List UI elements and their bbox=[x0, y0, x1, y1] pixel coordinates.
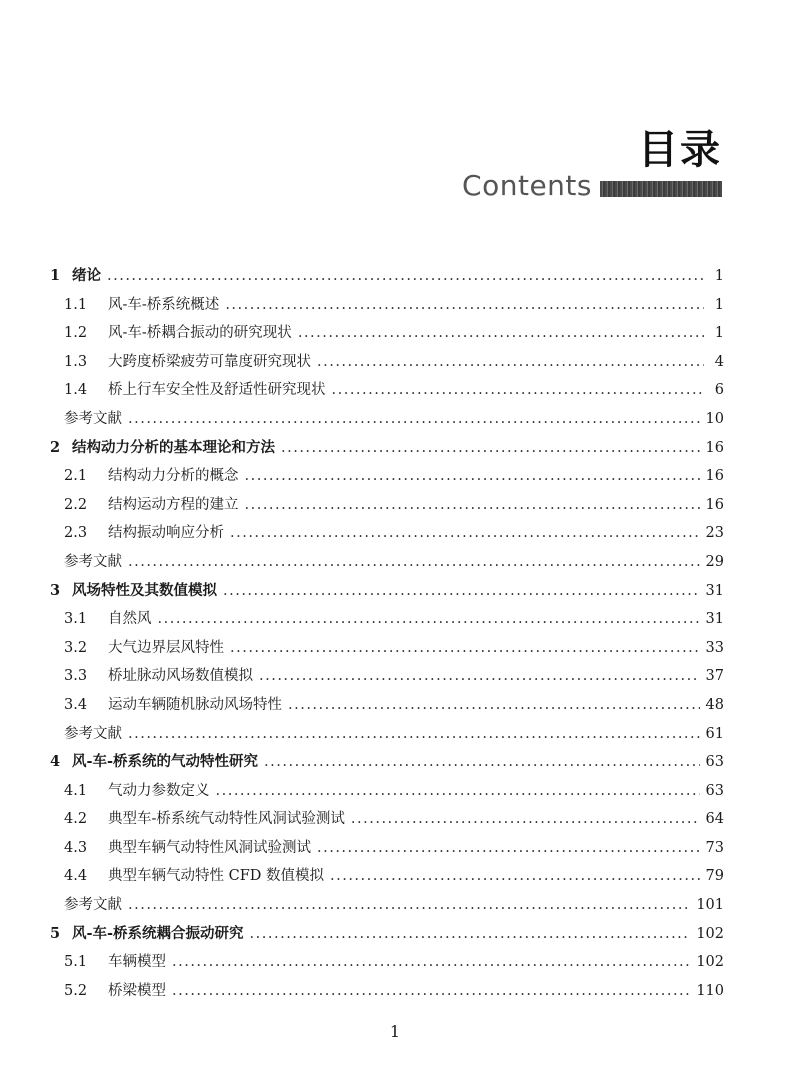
toc-entry-chapter[interactable] bbox=[50, 264, 724, 293]
toc-entry-number: 1 bbox=[50, 267, 61, 284]
toc-entry-number: 5 bbox=[50, 924, 61, 942]
toc-entry-number: 3.4 bbox=[64, 696, 88, 713]
toc-entry-title: 运动车辆随机脉动风场特性 bbox=[108, 696, 282, 713]
toc-entry-page: 29 bbox=[705, 553, 724, 570]
toc-entry-section[interactable] bbox=[50, 807, 724, 836]
toc-entry-section[interactable] bbox=[50, 693, 724, 722]
toc-entry-number: 1.2 bbox=[64, 325, 88, 342]
toc-entry-number: 2.2 bbox=[64, 496, 88, 513]
toc-entry-title: 结构动力分析的概念 bbox=[108, 468, 239, 485]
toc-entry-number: 4.4 bbox=[64, 868, 88, 885]
dot-leader bbox=[351, 811, 700, 827]
toc-entry-page: 31 bbox=[705, 611, 724, 628]
toc-entry-number: 3.1 bbox=[64, 611, 88, 628]
toc-entry-page: 64 bbox=[705, 811, 724, 828]
dot-leader bbox=[281, 440, 700, 456]
contents-subtitle: Contents bbox=[462, 169, 592, 202]
dot-leader bbox=[128, 554, 700, 570]
dot-leader bbox=[216, 783, 700, 799]
toc-entry-number: 2.1 bbox=[64, 468, 88, 485]
toc-entry-section[interactable] bbox=[50, 321, 724, 350]
toc-entry-page: 110 bbox=[696, 982, 724, 999]
toc-entry-title: 参考文献 bbox=[64, 553, 122, 570]
dot-leader bbox=[317, 354, 704, 370]
toc-entry-section[interactable] bbox=[50, 864, 724, 893]
toc-entry-section[interactable] bbox=[50, 636, 724, 665]
dot-leader bbox=[158, 611, 700, 627]
toc-entry-section[interactable] bbox=[50, 464, 724, 493]
dot-leader bbox=[172, 954, 690, 970]
toc-entry-page: 16 bbox=[705, 468, 724, 485]
toc-entry-page: 16 bbox=[705, 439, 724, 456]
toc-entry-page: 1 bbox=[714, 296, 724, 313]
toc-entry-page: 23 bbox=[705, 525, 724, 542]
toc-entry-refs[interactable] bbox=[50, 722, 724, 751]
toc-entry-page: 79 bbox=[705, 868, 724, 885]
toc-entry-chapter[interactable] bbox=[50, 436, 724, 465]
contents-header bbox=[462, 169, 722, 202]
toc-entry-title: 结构动力分析的基本理论和方法 bbox=[72, 438, 275, 456]
toc-entry-page: 73 bbox=[705, 839, 724, 856]
toc-entry-title: 风-车-桥耦合振动的研究现状 bbox=[108, 325, 292, 342]
toc-entry-title: 车辆模型 bbox=[108, 954, 166, 971]
toc-entry-section[interactable] bbox=[50, 779, 724, 808]
dot-leader bbox=[172, 983, 690, 999]
dot-leader bbox=[288, 697, 700, 713]
toc-entry-number: 5.1 bbox=[64, 954, 88, 971]
toc-entry-page: 63 bbox=[705, 782, 724, 799]
toc-entry-page: 63 bbox=[705, 754, 724, 771]
toc-entry-section[interactable] bbox=[50, 950, 724, 979]
toc-entry-number: 3 bbox=[50, 581, 61, 599]
toc-entry-page: 6 bbox=[714, 382, 724, 399]
toc-entry-section[interactable] bbox=[50, 493, 724, 522]
toc-entry-refs[interactable] bbox=[50, 407, 724, 436]
toc-entry-title: 自然风 bbox=[108, 611, 152, 628]
toc-entry-chapter[interactable] bbox=[50, 579, 724, 608]
toc-entry-page: 16 bbox=[705, 496, 724, 513]
dot-leader bbox=[259, 668, 700, 684]
toc-entry-chapter[interactable] bbox=[50, 922, 724, 951]
toc-entry-number: 1.3 bbox=[64, 353, 88, 370]
toc-entry-number: 2.3 bbox=[64, 525, 88, 542]
toc-entry-title: 典型车-桥系统气动特性风洞试验测试 bbox=[108, 811, 345, 828]
toc-entry-number: 3.2 bbox=[64, 639, 88, 656]
dot-leader bbox=[264, 754, 700, 770]
toc-entry-page: 48 bbox=[705, 696, 724, 713]
toc-entry-number: 3.3 bbox=[64, 668, 88, 685]
toc-entry-title: 桥上行车安全性及舒适性研究现状 bbox=[108, 382, 326, 399]
toc-entry-title: 参考文献 bbox=[64, 725, 122, 742]
toc-entry-section[interactable] bbox=[50, 979, 724, 1008]
toc-entry-refs[interactable] bbox=[50, 550, 724, 579]
dot-leader bbox=[245, 468, 700, 484]
dot-leader bbox=[330, 868, 700, 884]
toc-entry-page: 102 bbox=[696, 954, 724, 971]
toc-entry-number: 4.3 bbox=[64, 839, 88, 856]
toc-entry-number: 1.1 bbox=[64, 296, 88, 313]
toc-entry-title: 风-车-桥系统的气动特性研究 bbox=[72, 753, 259, 771]
toc-entry-page: 33 bbox=[705, 639, 724, 656]
toc-entry-page: 4 bbox=[714, 353, 724, 370]
toc-entry-section[interactable] bbox=[50, 378, 724, 407]
table-of-contents bbox=[50, 264, 724, 1007]
dot-leader bbox=[317, 840, 700, 856]
page-number: 1 bbox=[389, 1022, 401, 1041]
toc-entry-section[interactable] bbox=[50, 293, 724, 322]
toc-entry-refs[interactable] bbox=[50, 893, 724, 922]
toc-entry-title: 风-车-桥系统概述 bbox=[108, 296, 220, 313]
toc-entry-page: 61 bbox=[705, 725, 724, 742]
toc-entry-page: 31 bbox=[705, 582, 724, 599]
toc-entry-page: 1 bbox=[714, 268, 724, 284]
toc-entry-title: 典型车辆气动特性 CFD 数值模拟 bbox=[108, 868, 324, 885]
toc-entry-title: 绪论 bbox=[72, 267, 101, 284]
toc-entry-page: 102 bbox=[696, 925, 724, 942]
page-title: 目录 bbox=[638, 127, 722, 173]
toc-entry-title: 风-车-桥系统耦合振动研究 bbox=[72, 924, 244, 942]
toc-entry-title: 参考文献 bbox=[64, 410, 122, 427]
toc-entry-page: 101 bbox=[696, 897, 724, 914]
dot-leader bbox=[230, 640, 700, 656]
toc-entry-title: 桥址脉动风场数值模拟 bbox=[108, 668, 253, 685]
toc-entry-chapter[interactable] bbox=[50, 750, 724, 779]
toc-entry-section[interactable] bbox=[50, 607, 724, 636]
toc-entry-number: 4.2 bbox=[64, 811, 88, 828]
toc-entry-number: 1.4 bbox=[64, 382, 88, 399]
dot-leader bbox=[107, 268, 704, 284]
dot-leader bbox=[245, 497, 700, 513]
dot-leader bbox=[298, 325, 704, 341]
toc-entry-number: 4.1 bbox=[64, 782, 88, 799]
toc-entry-section[interactable] bbox=[50, 350, 724, 379]
dot-leader bbox=[250, 926, 691, 942]
toc-entry-number: 5.2 bbox=[64, 982, 88, 999]
dot-leader bbox=[128, 897, 690, 913]
toc-entry-number: 4 bbox=[50, 753, 61, 771]
toc-entry-page: 10 bbox=[705, 410, 724, 427]
dot-leader bbox=[332, 382, 705, 398]
toc-entry-title: 结构运动方程的建立 bbox=[108, 496, 239, 513]
toc-entry-section[interactable] bbox=[50, 664, 724, 693]
toc-entry-title: 气动力参数定义 bbox=[108, 782, 210, 799]
toc-entry-number: 2 bbox=[50, 438, 61, 456]
decorative-bar bbox=[600, 181, 722, 197]
toc-entry-title: 大气边界层风特性 bbox=[108, 639, 224, 656]
toc-entry-title: 参考文献 bbox=[64, 897, 122, 914]
toc-entry-title: 桥梁模型 bbox=[108, 982, 166, 999]
toc-entry-title: 风场特性及其数值模拟 bbox=[72, 581, 217, 599]
toc-entry-page: 37 bbox=[705, 668, 724, 685]
toc-entry-title: 大跨度桥梁疲劳可靠度研究现状 bbox=[108, 353, 311, 370]
toc-entry-section[interactable] bbox=[50, 836, 724, 865]
dot-leader bbox=[128, 726, 700, 742]
dot-leader bbox=[225, 297, 704, 313]
toc-entry-title: 结构振动响应分析 bbox=[108, 525, 224, 542]
dot-leader bbox=[230, 525, 700, 541]
dot-leader bbox=[128, 411, 700, 427]
dot-leader bbox=[223, 583, 700, 599]
toc-entry-title: 典型车辆气动特性风洞试验测试 bbox=[108, 839, 311, 856]
toc-entry-section[interactable] bbox=[50, 521, 724, 550]
toc-entry-page: 1 bbox=[714, 325, 724, 342]
